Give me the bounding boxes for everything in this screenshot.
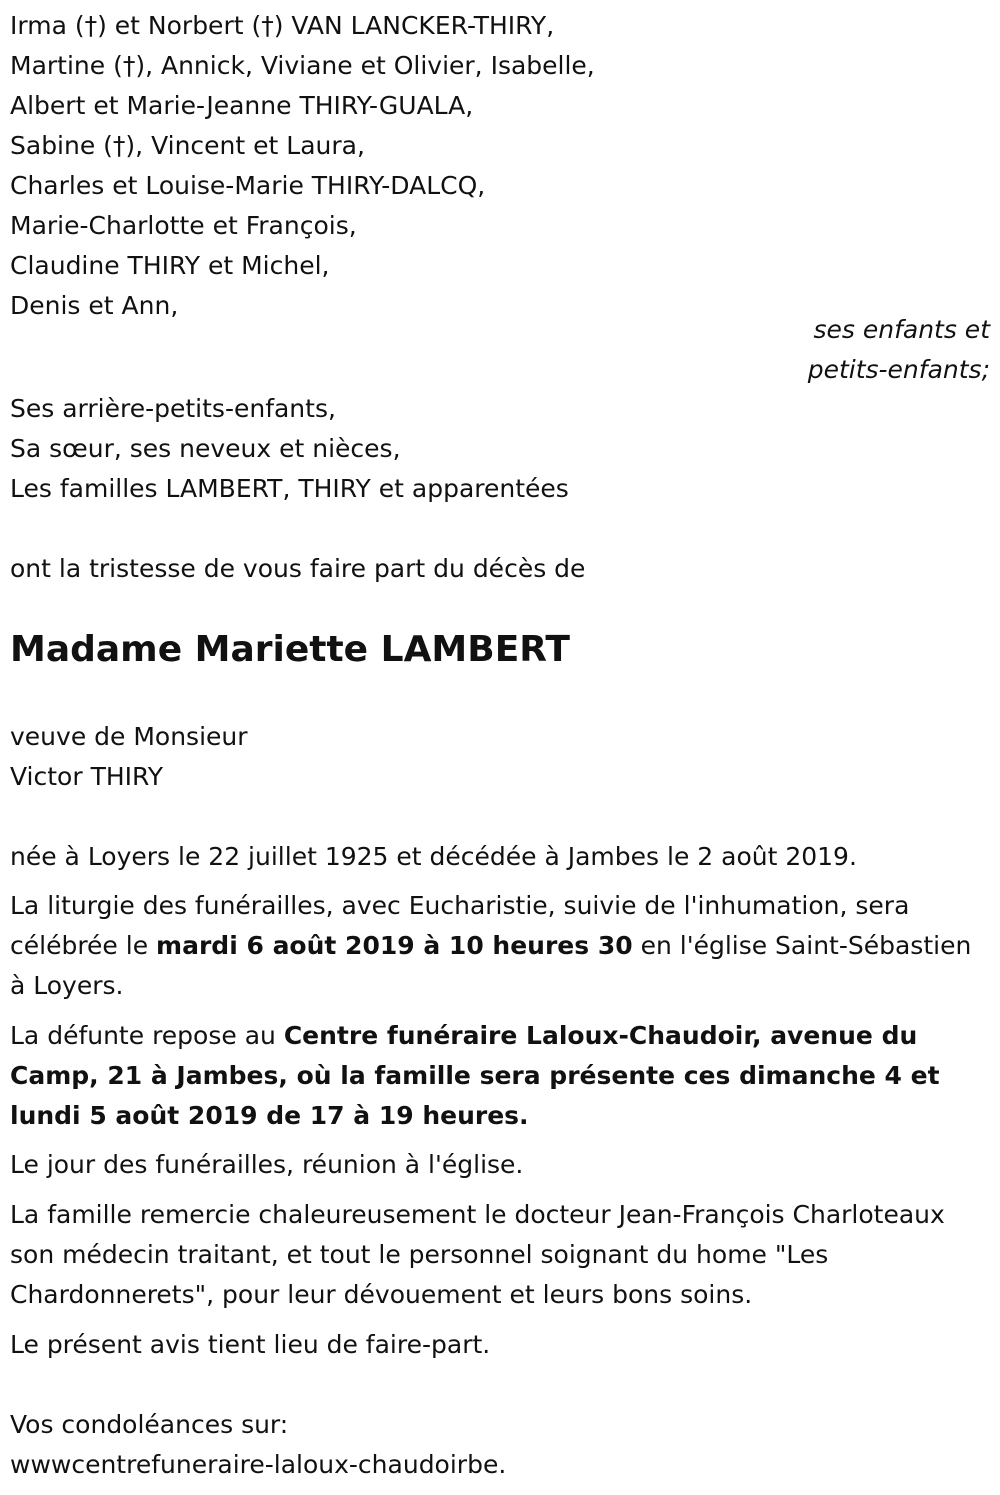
thanks-text: La famille remercie chaleureusement le docteur Jean-François Charloteaux son médecin traitant, et tout le personnel soignant du home "Les Chardonnerets", pour leur dévouement et leurs bons soins. [10, 1200, 945, 1309]
widow-of [10, 717, 990, 797]
family-line: Sabine (†), Vincent et Laura, [10, 131, 365, 160]
birth-death-text: née à Loyers le 22 juillet 1925 et décédée à Jambes le 2 août 2019. [10, 842, 857, 871]
family-line: Claudine THIRY et Michel, [10, 251, 330, 280]
deceased-name: Madame Mariette LAMBERT [10, 629, 570, 670]
liturgy-text: La liturgie des funérailles, avec Eucharistie, suivie de l'inhumation, sera célébrée le [10, 891, 910, 960]
notice-text: Le présent avis tient lieu de faire-part. [10, 1330, 491, 1359]
condolences-label: Vos condoléances sur: [10, 1410, 289, 1439]
relatives-line: Ses arrière-petits-enfants, [10, 394, 336, 423]
children-label [808, 310, 990, 390]
relatives-line: Les familles LAMBERT, THIRY et apparentées [10, 474, 569, 503]
relatives-list [10, 389, 990, 509]
family-line: Albert et Marie-Jeanne THIRY-GUALA, [10, 91, 474, 120]
condolences-link[interactable]: wwwcentrefuneraire-laloux-chaudoirbe. [10, 1450, 507, 1479]
condolences [10, 1405, 990, 1485]
repose-text: La défunte repose au [10, 1021, 284, 1050]
liturgy-place: en l'église Saint-Sébastien à Loyers. [10, 931, 972, 1000]
liturgy-paragraph [10, 886, 990, 1006]
widow-of-line: Victor THIRY [10, 762, 164, 791]
family-line: Martine (†), Annick, Viviane et Olivier, Isabelle, [10, 51, 595, 80]
family-line: Irma (†) et Norbert (†) VAN LANCKER-THIRY, [10, 11, 555, 40]
family-line: Denis et Ann, [10, 291, 179, 320]
relatives-line: Sa sœur, ses neveux et nièces, [10, 434, 401, 463]
liturgy-date: mardi 6 août 2019 à 10 heures 30 [156, 931, 633, 960]
meeting-text: Le jour des funérailles, réunion à l'église. [10, 1150, 524, 1179]
thanks-paragraph [10, 1195, 990, 1315]
children-label-line: ses enfants et [813, 315, 990, 344]
family-list [10, 6, 990, 326]
widow-of-line: veuve de Monsieur [10, 722, 248, 751]
repose-location: Centre funéraire Laloux-Chaudoir, avenue du Camp, 21 à Jambes, où la famille sera présente ces dimanche 4 et lundi 5 août 2019 de 17 à 19 heures. [10, 1021, 940, 1130]
children-label-line: petits-enfants; [807, 355, 990, 384]
announcement-text: ont la tristesse de vous faire part du décès de [10, 554, 586, 583]
repose-paragraph [10, 1016, 990, 1136]
family-line: Marie-Charlotte et François, [10, 211, 357, 240]
family-line: Charles et Louise-Marie THIRY-DALCQ, [10, 171, 486, 200]
